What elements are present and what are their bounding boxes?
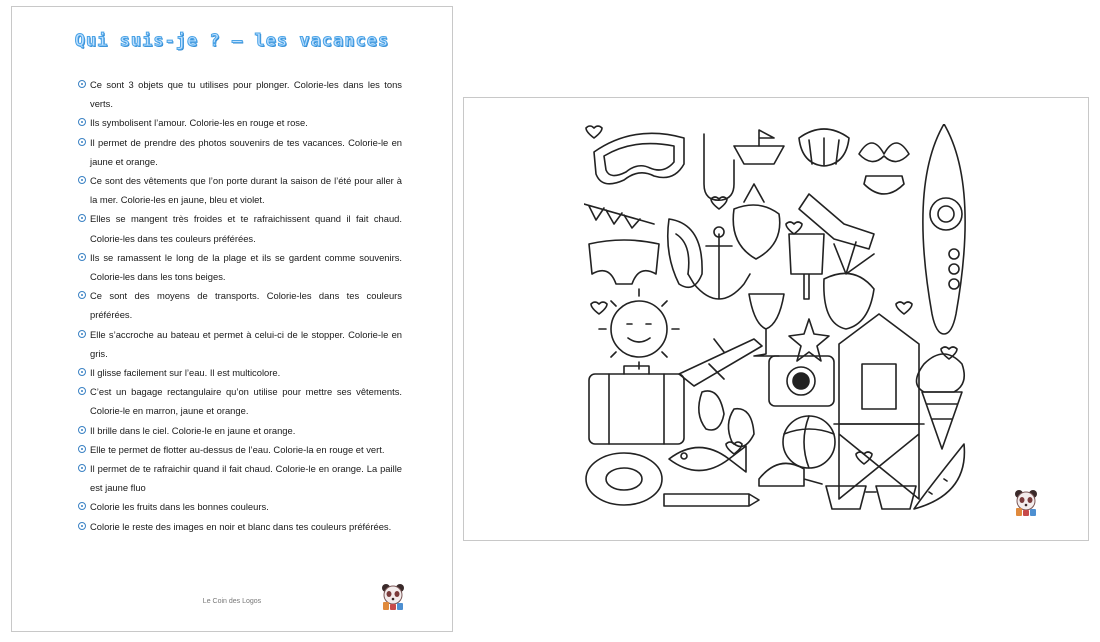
bullet-icon [78, 426, 86, 434]
list-item [78, 517, 402, 536]
snorkel-icon [704, 134, 734, 200]
surfboard-icon [923, 124, 965, 334]
beach-ball-icon [783, 416, 835, 468]
bullet-icon [78, 138, 86, 146]
list-item [78, 209, 402, 247]
item-text: Elle s’accroche au bateau et permet à celui-ci de le stopper. Colorie-le en gris. [90, 328, 402, 359]
suitcase-icon [589, 366, 684, 444]
airplane-icon [679, 339, 762, 386]
list-item [78, 497, 402, 516]
list-item [78, 113, 402, 132]
message-bottle-icon [799, 194, 874, 249]
panda-logo-icon [377, 580, 409, 612]
fish-icon [669, 446, 746, 472]
list-item [78, 421, 402, 440]
bullet-icon [78, 176, 86, 184]
strawberry-icon [733, 184, 780, 259]
bullet-icon [78, 80, 86, 88]
item-text: Ils se ramassent le long de la plage et ils se gardent comme souvenirs. Colorie-les dans les tons beiges. [90, 251, 402, 283]
list-item [78, 171, 402, 209]
ice-cream-cone-icon [917, 354, 965, 449]
bullet-icon [78, 387, 86, 395]
camera-icon [769, 356, 834, 406]
item-text: Ce sont des vêtements que l’on porte durant la saison de l’été pour aller à la mer. Colorie-les en jaune, bleu et violet. [90, 175, 402, 206]
bikini-icon [859, 143, 909, 194]
cocktail-glass-icon [749, 294, 784, 356]
list-item [78, 248, 402, 286]
list-item [78, 382, 402, 420]
flippers-icon [699, 391, 754, 447]
item-text: Colorie le reste des images en noir et blanc dans tes couleurs préférées. [90, 520, 392, 532]
item-text: Il glisse facilement sur l’eau. Il est multicolore. [90, 367, 281, 379]
seashell-icon [799, 129, 849, 166]
list-item [78, 325, 402, 363]
vacation-doodle-illustration [584, 124, 969, 514]
list-item [78, 363, 402, 382]
pineapple-icon [824, 242, 874, 329]
panda-logo-icon [1010, 486, 1042, 518]
conch-shell-icon [668, 219, 702, 287]
coloring-sheet [463, 97, 1089, 541]
bullet-icon [78, 330, 86, 338]
bullet-icon [78, 118, 86, 126]
item-text: Ce sont des moyens de transports. Colorie-les dans tes couleurs préférées. [90, 290, 402, 321]
list-item [78, 75, 402, 113]
bullet-icon [78, 368, 86, 376]
lifeguard-tower-icon [834, 314, 924, 499]
worksheet-title: Qui suis-je ? – les vacances [74, 31, 390, 51]
item-text: Ce sont 3 objets que tu utilises pour plonger. Colorie-les dans les tons verts. [90, 79, 402, 110]
paper-boat-icon [734, 130, 784, 164]
riddle-list [78, 75, 402, 536]
item-text: C’est un bagage rectangulaire qu’on utilise pour mettre ses vêtements. Colorie-le en marron, jaune et orange. [90, 386, 402, 417]
fish-eye-icon [681, 453, 687, 459]
starfish-icon [789, 319, 829, 361]
swim-shorts-icon [589, 240, 659, 284]
bullet-icon [78, 445, 86, 453]
bullet-icon [78, 464, 86, 472]
bullet-icon [78, 253, 86, 261]
item-text: Il brille dans le ciel. Colorie-le en jaune et orange. [90, 424, 296, 436]
anchor-icon [688, 234, 750, 299]
bullet-icon [78, 502, 86, 510]
diving-mask-icon [594, 133, 684, 184]
footer-text: Le Coin des Logos [202, 598, 262, 605]
cap-icon [759, 463, 822, 486]
bullet-icon [78, 214, 86, 222]
item-text: Colorie les fruits dans les bonnes couleurs. [90, 501, 269, 513]
bunting-icon [584, 204, 654, 228]
bullet-icon [78, 291, 86, 299]
watermelon-slice-icon [914, 444, 964, 509]
popsicle-icon [789, 234, 824, 299]
item-text: Elle te permet de flotter au-dessus de l’eau. Colorie-la en rouge et vert. [90, 443, 385, 455]
sun-icon [599, 289, 679, 369]
list-item [78, 440, 402, 459]
item-text: Elles se mangent très froides et te rafraichissent quand il fait chaud. Colorie-les dans tes couleurs préférées. [90, 213, 402, 244]
item-text: Ils symbolisent l’amour. Colorie-les en rouge et rose. [90, 117, 308, 129]
bullet-icon [78, 522, 86, 530]
worksheet-page [11, 6, 453, 632]
list-item [78, 133, 402, 171]
list-item [78, 286, 402, 324]
towel-roll-icon [664, 494, 759, 506]
list-item [78, 459, 402, 497]
swim-ring-icon [586, 453, 662, 505]
item-text: Il permet de te rafraichir quand il fait chaud. Colorie-le en orange. La paille est jaune fluo [90, 463, 402, 494]
item-text: Il permet de prendre des photos souvenirs de tes vacances. Colorie-le en jaune et orange. [90, 136, 402, 167]
